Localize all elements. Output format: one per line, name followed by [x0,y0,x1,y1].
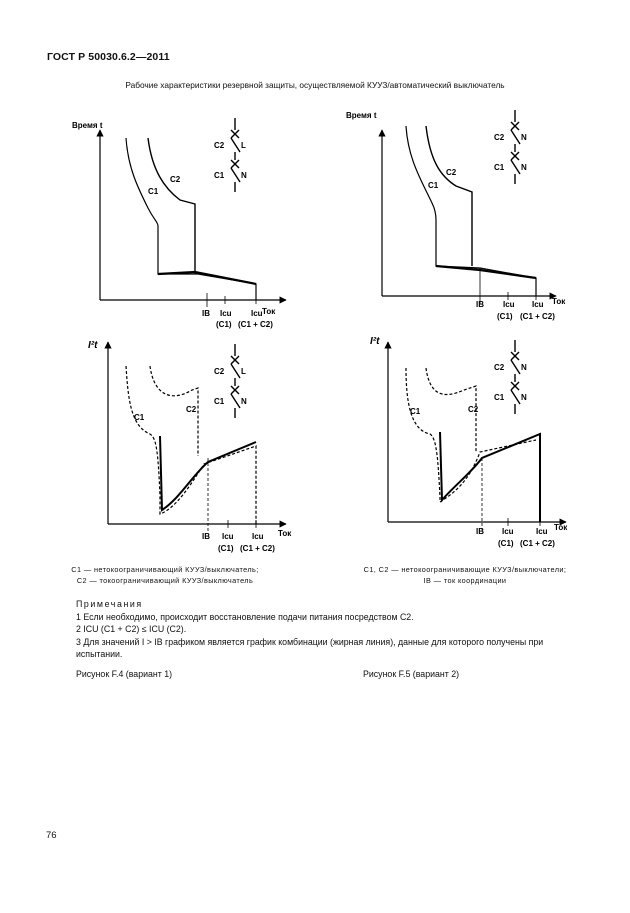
tick-sub-c1: (C1) [498,539,514,548]
breaker-symbol [231,118,240,192]
y-axis-label: Время t [72,121,103,130]
tick-ib: IB [476,300,484,309]
curve-c2-label: C2 [170,175,181,184]
tick-sub-c1c2: (C1 + C2) [520,312,555,321]
symbol-c2: C2 [494,133,505,142]
tick-icu-c1c2: Icu [532,300,544,309]
symbol-n: N [521,393,527,402]
tick-ib: IB [476,527,484,536]
caption-left-line2: C2 — токоограничивающий КУУЗ/выключатель [76,576,254,585]
caption-left [40,564,290,586]
curve-c2 [426,126,472,266]
document-header: ГОСТ Р 50030.6.2—2011 [47,51,170,63]
symbol-n-top: N [521,363,527,372]
tick-sub-c1c2: (C1 + C2) [240,544,275,553]
curve-c1 [126,366,256,524]
symbol-c1: C1 [494,393,505,402]
x-axis-label: Ток [552,297,566,306]
tick-ib: IB [202,309,210,318]
caption-right-line1: C1, C2 — нетокоограничивающие КУУЗ/выключатели; [363,565,567,574]
tick-icu-c1c2: Icu [536,527,548,536]
chart-time-current-variant2 [346,108,590,338]
note-item: 1 Если необходимо, происходит восстановление подачи питания посредством C2. [76,611,414,622]
tick-icu-c1: Icu [503,300,515,309]
chart-time-current-variant1 [72,108,310,338]
symbol-l: L [241,141,246,150]
y-axis-label: Время t [346,111,377,120]
symbol-n: N [241,171,247,180]
symbol-n: N [521,163,527,172]
x-ticks [482,458,540,530]
curve-c2-label: C2 [186,405,197,414]
symbol-n: N [241,397,247,406]
tick-sub-c1: (C1) [218,544,234,553]
x-ticks [208,458,256,532]
tick-sub-c1: (C1) [216,320,232,329]
curve-c2-label: C2 [468,405,479,414]
symbol-l: L [241,367,246,376]
curve-c2 [148,138,195,274]
breaker-symbol [231,344,240,418]
tick-icu-c1: Icu [502,527,514,536]
symbol-c2: C2 [214,141,225,150]
figure-caption-f5: Рисунок F.5 (вариант 2) [363,669,460,679]
y-axis-label: I²t [88,340,98,351]
combination-curve [158,272,256,284]
curve-c1 [406,126,536,296]
tick-ib: IB [202,532,210,541]
x-axis-label: Ток [554,523,568,532]
y-axis-label: I²t [370,336,380,347]
curve-c1-label: C1 [428,181,439,190]
notes-heading: Примечания [76,599,143,609]
tick-icu-c1c2: Icu [251,309,263,318]
curve-c1-label: C1 [148,187,159,196]
tick-icu-c1: Icu [220,309,232,318]
notes-block [50,598,590,661]
symbol-c2: C2 [494,363,505,372]
symbol-c2: C2 [214,367,225,376]
page-number: 76 [46,830,57,841]
combination-curve [436,266,536,278]
combination-curve [440,432,540,522]
figure-caption-f4: Рисунок F.4 (вариант 1) [76,669,173,679]
tick-icu-c1: Icu [222,532,234,541]
tick-sub-c1c2: (C1 + C2) [520,539,555,548]
chart-i2t-variant2 [360,334,590,556]
caption-right [330,564,600,586]
tick-sub-c1c2: (C1 + C2) [238,320,273,329]
curve-c2-label: C2 [446,168,457,177]
symbol-c1: C1 [214,397,225,406]
symbol-c1: C1 [494,163,505,172]
curve-c1-label: C1 [410,407,421,416]
note-item: 2 ICU (C1 + C2) ≤ ICU (C2). [76,624,187,634]
tick-icu-c1c2: Icu [252,532,264,541]
curve-c1-label: C1 [134,413,145,422]
symbol-n-top: N [521,133,527,142]
caption-right-line2: IB — ток координации [423,576,507,585]
breaker-symbol [511,340,520,414]
chart-i2t-variant1 [80,336,310,558]
x-axis-label: Ток [262,307,276,316]
note-item: 3 Для значений I > IB графиком является график комбинации (жирная линия), данные для которого получены при испытании. [76,636,544,659]
x-axis-label: Ток [278,529,292,538]
tick-sub-c1: (C1) [497,312,513,321]
page-title: Рабочие характеристики резервной защиты, осуществляемой КУУЗ/автоматический выключатель [125,80,505,90]
caption-left-line1: C1 — нетокоограничивающий КУУЗ/выключатель; [71,565,259,574]
breaker-symbol [511,110,520,184]
symbol-c1: C1 [214,171,225,180]
